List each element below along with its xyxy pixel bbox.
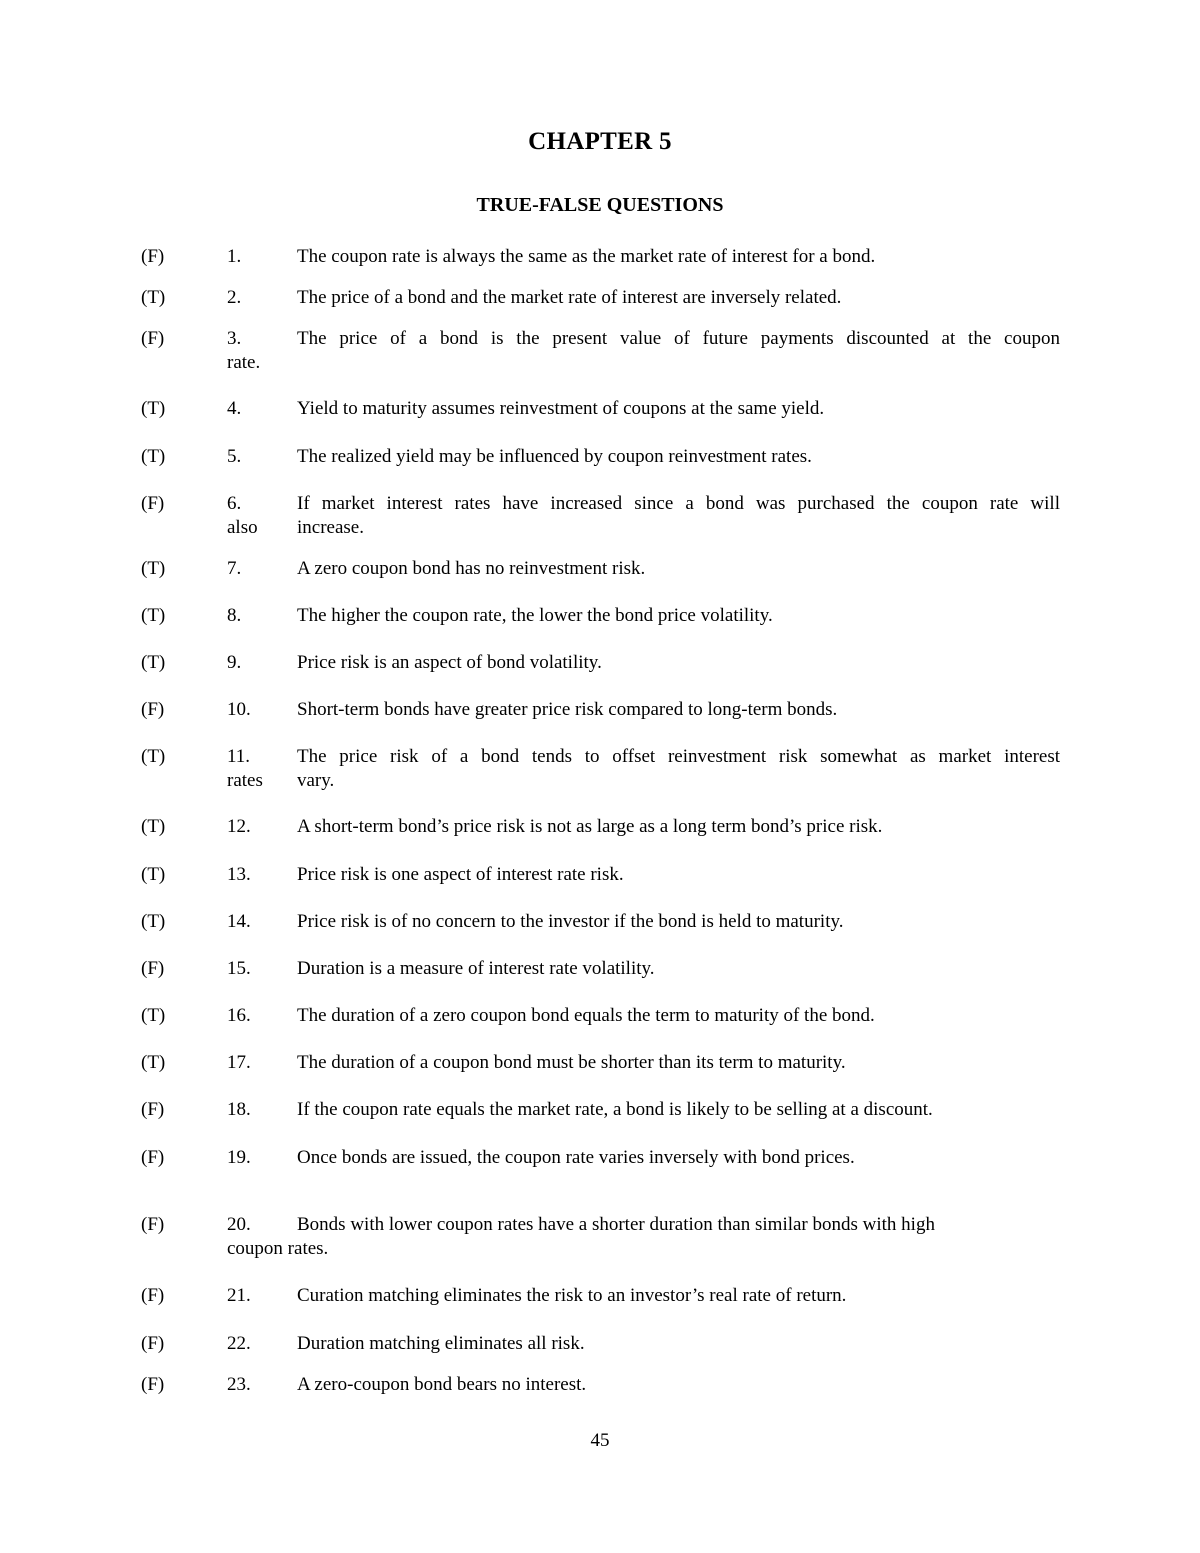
section-title: TRUE-FALSE QUESTIONS [476, 194, 724, 216]
answer-key: (T) [141, 558, 166, 579]
answer-key: (F) [141, 699, 165, 720]
question-text: Short-term bonds have greater price risk compared to long-term bonds. [297, 699, 838, 720]
question-number: 9. [227, 652, 242, 673]
answer-key: (T) [141, 864, 166, 885]
question-number: 14. [227, 911, 251, 932]
question-text: Yield to maturity assumes reinvestment of coupons at the same yield. [297, 398, 825, 419]
answer-key: (F) [141, 1147, 165, 1168]
question-text: The price of a bond and the market rate of interest are inversely related. [297, 287, 842, 308]
question-text: The price of a bond is the present value of future payments discounted at the coupon [297, 328, 1060, 349]
chapter-title: CHAPTER 5 [528, 128, 672, 155]
question-number: 7. [227, 558, 242, 579]
question-number: 5. [227, 446, 242, 467]
question-number: 18. [227, 1099, 251, 1120]
question-text: Once bonds are issued, the coupon rate varies inversely with bond prices. [297, 1147, 855, 1168]
page-number: 45 [590, 1430, 610, 1451]
question-text: A zero coupon bond has no reinvestment risk. [297, 558, 646, 579]
question-text: Curation matching eliminates the risk to an investor’s real rate of return. [297, 1285, 847, 1306]
question-number: 15. [227, 958, 251, 979]
question-text: A zero-coupon bond bears no interest. [297, 1374, 587, 1395]
question-number: 17. [227, 1052, 251, 1073]
question-number: 6. [227, 493, 242, 514]
answer-key: (F) [141, 493, 165, 514]
question-text: Bonds with lower coupon rates have a shorter duration than similar bonds with high [297, 1214, 935, 1235]
question-number: 19. [227, 1147, 251, 1168]
question-number: 11. [227, 746, 251, 767]
question-text: The higher the coupon rate, the lower the bond price volatility. [297, 605, 773, 626]
question-text: The price risk of a bond tends to offset reinvestment risk somewhat as market interest [297, 746, 1060, 767]
answer-key: (F) [141, 1099, 165, 1120]
question-text: The duration of a zero coupon bond equals the term to maturity of the bond. [297, 1005, 875, 1026]
answer-key: (T) [141, 1052, 166, 1073]
question-text: Price risk is of no concern to the investor if the bond is held to maturity. [297, 911, 844, 932]
question-number: 12. [227, 816, 251, 837]
answer-key: (T) [141, 816, 166, 837]
answer-key: (T) [141, 287, 166, 308]
question-number: 20. [227, 1214, 251, 1235]
answer-key: (T) [141, 746, 166, 767]
question-number: 2. [227, 287, 242, 308]
question-text-continuation: rate. [227, 352, 261, 373]
answer-key: (F) [141, 1285, 165, 1306]
question-text: The realized yield may be influenced by coupon reinvestment rates. [297, 446, 812, 467]
question-text: A short-term bond’s price risk is not as large as a long term bond’s price risk. [297, 816, 883, 837]
answer-key: (T) [141, 652, 166, 673]
question-text: If market interest rates have increased since a bond was purchased the coupon rate will [297, 493, 1060, 514]
answer-key: (T) [141, 446, 166, 467]
answer-key: (T) [141, 605, 166, 626]
question-text: Price risk is one aspect of interest rate risk. [297, 864, 624, 885]
question-number: 22. [227, 1333, 251, 1354]
answer-key: (F) [141, 1333, 165, 1354]
question-number: 13. [227, 864, 251, 885]
answer-key: (T) [141, 911, 166, 932]
question-text-continuation: coupon rates. [227, 1238, 329, 1259]
question-text: Duration matching eliminates all risk. [297, 1333, 585, 1354]
question-number: 1. [227, 246, 242, 267]
question-text: Price risk is an aspect of bond volatility. [297, 652, 602, 673]
answer-key: (T) [141, 398, 166, 419]
question-text: Duration is a measure of interest rate volatility. [297, 958, 655, 979]
question-text-continuation-left: rates [227, 770, 263, 791]
question-number: 23. [227, 1374, 251, 1395]
answer-key: (F) [141, 1214, 165, 1235]
question-number: 21. [227, 1285, 251, 1306]
answer-key: (F) [141, 1374, 165, 1395]
question-text-continuation: increase. [297, 517, 364, 538]
answer-key: (F) [141, 328, 165, 349]
question-text: The coupon rate is always the same as the market rate of interest for a bond. [297, 246, 876, 267]
question-number: 4. [227, 398, 242, 419]
answer-key: (F) [141, 246, 165, 267]
question-text: If the coupon rate equals the market rate, a bond is likely to be selling at a discount. [297, 1099, 933, 1120]
answer-key: (T) [141, 1005, 166, 1026]
question-text-continuation: vary. [297, 770, 335, 791]
question-text: The duration of a coupon bond must be shorter than its term to maturity. [297, 1052, 846, 1073]
question-number: 3. [227, 328, 242, 349]
question-number: 8. [227, 605, 242, 626]
answer-key: (F) [141, 958, 165, 979]
question-text-continuation-left: also [227, 517, 258, 538]
question-number: 10. [227, 699, 251, 720]
question-number: 16. [227, 1005, 251, 1026]
